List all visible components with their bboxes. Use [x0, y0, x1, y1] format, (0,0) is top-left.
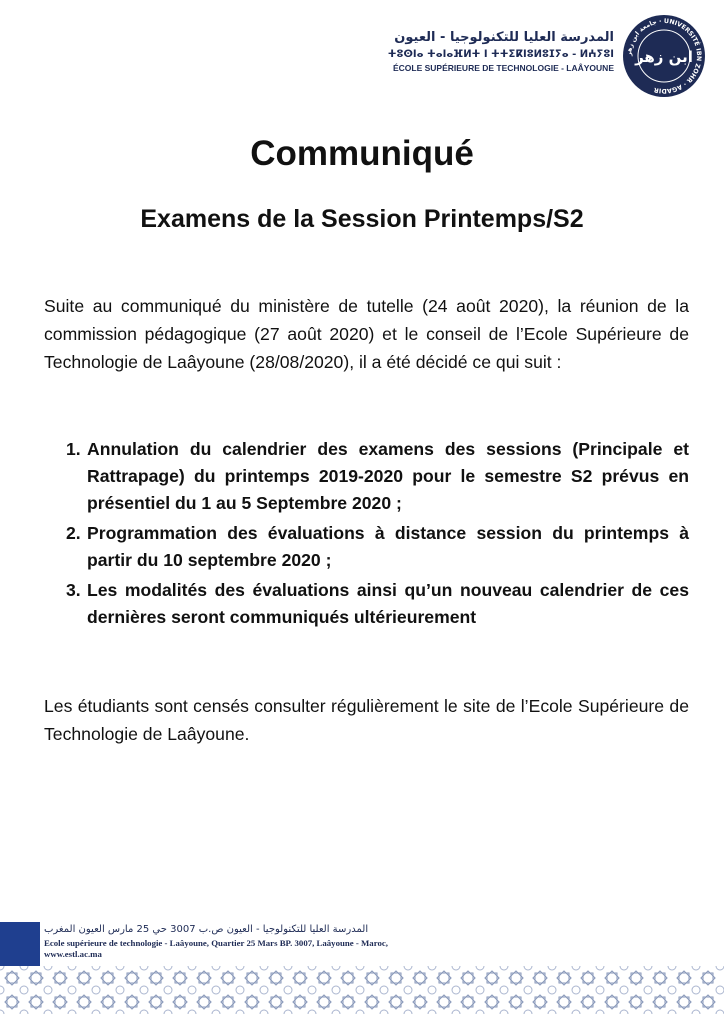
letterhead	[387, 14, 706, 100]
decorative-pattern-band	[0, 966, 724, 1014]
document-title: Communiqué	[250, 134, 474, 173]
decision-number: 1.	[66, 439, 81, 459]
footer-address-french: Ecole supérieure de technologie - Laâyoune, Quartier 25 Mars BP. 3007, Laâyoune - Maroc,	[44, 938, 388, 948]
closing-paragraph: Les étudiants sont censés consulter régulièrement le site de l’Ecole Supérieure de Technologie de Laâyoune.	[44, 696, 689, 744]
decision-text: Programmation des évaluations à distance session du printemps à partir du 10 septembre 2020 ;	[87, 523, 689, 570]
school-name-tifinagh: ⵜⵓⵙⵏⴰ ⵜⴰⵏⴰⴼⵍⵜ ⵏ ⵜⵜⵉⴽⵏⵓⵍⵓⵊⵢⴰ - ⵍⵄⵢⵓⵏ	[387, 49, 614, 60]
document-subtitle: Examens de la Session Printemps/S2	[140, 205, 584, 233]
decision-number: 2.	[66, 523, 81, 543]
logo-monogram: ابن زهر	[635, 48, 693, 66]
decision-item	[44, 520, 689, 574]
decision-item	[44, 436, 689, 517]
decision-text: Les modalités des évaluations ainsi qu’un nouveau calendrier de ces dernières seront communiqués ultérieurement	[87, 580, 689, 627]
decision-number: 3.	[66, 580, 81, 600]
decision-item	[44, 577, 689, 631]
footer-address-arabic: المدرسة العليا للتكنولوجيا - العيون ص.ب 3007 حي 25 مارس العيون المغرب	[44, 924, 369, 935]
decision-text: Annulation du calendrier des examens des sessions (Principale et Rattrapage) du printemps 2019-2020 pour le semestre S2 prévus en présentiel du 1 au 5 Septembre 2020 ;	[87, 439, 689, 513]
school-name-block	[388, 30, 614, 73]
school-name-arabic: المدرسة العليا للتكنولوجيا - العيون	[394, 30, 614, 45]
footer-address-block	[44, 924, 484, 959]
footer-accent-block	[0, 922, 40, 966]
university-logo	[622, 14, 706, 98]
intro-paragraph: Suite au communiqué du ministère de tutelle (24 août 2020), la réunion de la commission pédagogique (27 août 2020) et le conseil de l’Ecole Supérieure de Technologie de Laâyoune (28/08/2020), il a été décidé ce qui suit :	[44, 296, 689, 372]
decision-list	[44, 436, 689, 634]
school-name-french: ÉCOLE SUPÉRIEURE DE TECHNOLOGIE - LAÂYOUNE	[392, 63, 614, 73]
footer-website[interactable]: www.estl.ac.ma	[44, 949, 102, 959]
logo-ring-text: جامعة ابن زهر · UNIVERSITÉ IBN ZOHR · AGADIR	[625, 17, 703, 95]
